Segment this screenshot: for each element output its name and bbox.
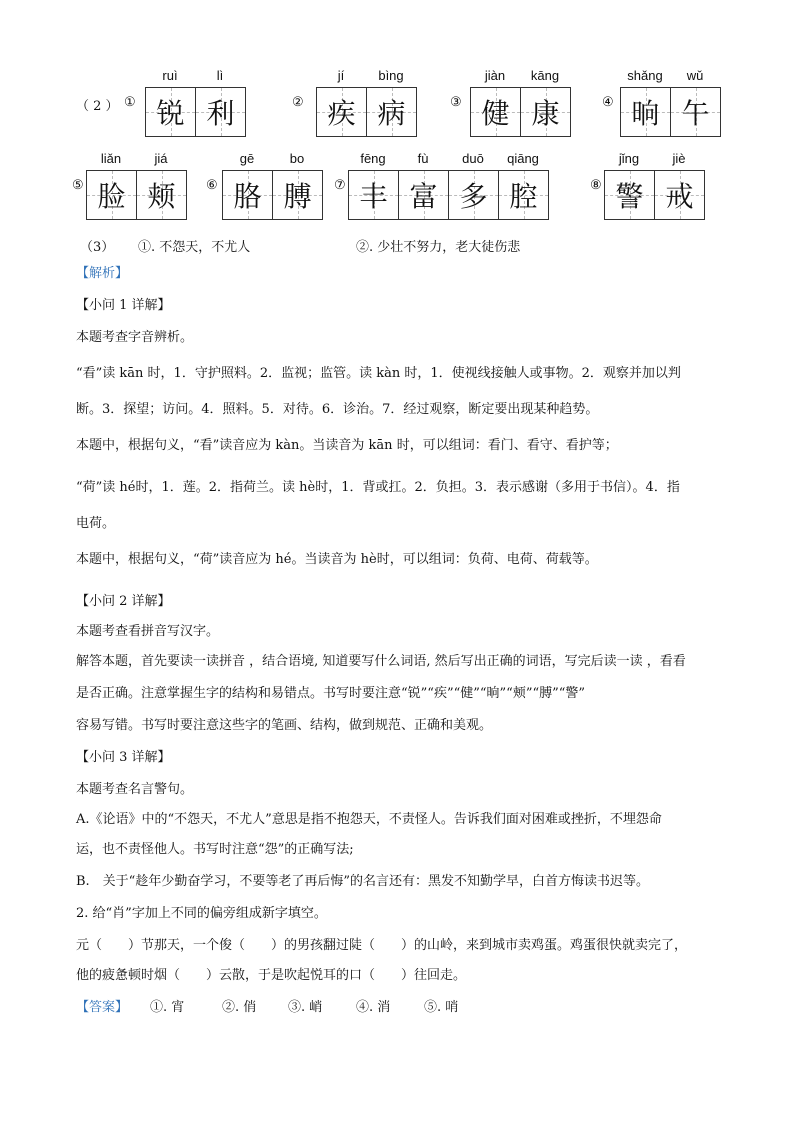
group-number: ⑧ — [590, 178, 602, 193]
jiexi-heading: 【解析】 — [76, 266, 129, 281]
char-cell: 警 — [605, 171, 654, 219]
char-grid — [222, 170, 323, 220]
fill-blank-line: 元（ ）节那天，一个俊（ ）的男孩翻过陡（ ）的山岭，来到城市卖鸡蛋。鸡蛋很快就卖完了， — [76, 938, 688, 953]
char-grid — [620, 87, 721, 137]
char-cell: 多 — [448, 171, 498, 219]
group-number: ⑥ — [206, 178, 218, 193]
q3-label: （3） — [80, 240, 115, 255]
paragraph: 是否正确。注意掌握生字的结构和易错点。书写时要注意“锐”“疾”“健”“晌”“颊”“膊”“警” — [76, 686, 586, 701]
paragraph: 容易写错。书写时要注意这些字的笔画、结构，做到规范、正确和美观。 — [76, 718, 493, 733]
pinyin: liǎn — [100, 151, 122, 166]
group-number: ① — [124, 95, 136, 110]
group-number: ⑤ — [72, 178, 84, 193]
question-title: 2. 给“肖”字加上不同的偏旁组成新字填空。 — [76, 906, 327, 921]
pinyin: lì — [216, 68, 224, 83]
char-grid — [470, 87, 571, 137]
char-cell: 疾 — [317, 88, 366, 136]
paragraph: 电荷。 — [76, 516, 116, 531]
pinyin: bo — [289, 151, 305, 166]
section-title: 【小问 1 详解】 — [76, 298, 171, 313]
paragraph: 运，也不责怪他人。书写时注意“怨”的正确写法; — [76, 842, 354, 857]
char-cell: 利 — [195, 88, 245, 136]
q3-answer-1: ①. 不怨天，不尤人 — [138, 240, 251, 255]
paragraph: B. 关于“趁年少勤奋学习，不要等老了再后悔”的名言还有：黑发不知勤学早，白首方悔读书迟等。 — [76, 874, 649, 889]
char-cell: 脸 — [87, 171, 136, 219]
pinyin: jiá — [154, 151, 168, 166]
group-number: ② — [292, 95, 304, 110]
fill-blank-line: 他的疲惫顿时烟（ ）云散，于是吹起悦耳的口（ ）往回走。 — [76, 968, 467, 983]
section-title: 【小问 2 详解】 — [76, 594, 171, 609]
answer-label: 【答案】 — [76, 1000, 129, 1015]
char-cell: 健 — [471, 88, 520, 136]
pinyin: jiè — [672, 151, 686, 166]
pinyin: gē — [239, 151, 255, 166]
q2-label: （ 2 ） — [76, 99, 119, 114]
char-cell: 富 — [398, 171, 448, 219]
pinyin: ruì — [162, 68, 178, 83]
paragraph: 本题中，根据句义，“看”读音应为 kàn。当读音为 kān 时，可以组词：看门、看守、看护等； — [76, 438, 618, 453]
paragraph: 本题考查名言警句。 — [76, 782, 194, 797]
pinyin: bìng — [378, 68, 404, 83]
pinyin: qiāng — [507, 151, 539, 166]
paragraph: “荷”读 hé时，1．莲。2．指荷兰。读 hè时，1．背或扛。2．负担。3．表示感谢（多用于书信）。4．指 — [76, 480, 680, 495]
pinyin: fēng — [360, 151, 386, 166]
char-grid — [316, 87, 417, 137]
q3-answer-2: ②. 少壮不努力，老大徒伤悲 — [356, 240, 521, 255]
group-number: ⑦ — [334, 178, 346, 193]
paragraph: 本题考查看拼音写汉字。 — [76, 624, 220, 639]
char-cell: 病 — [366, 88, 416, 136]
paragraph: “看”读 kān 时，1．守护照料。2．监视；监管。读 kàn 时，1．使视线接触人或事物。2．观察并加以判 — [76, 366, 681, 381]
char-grid — [604, 170, 705, 220]
pinyin: jǐng — [618, 151, 640, 166]
char-cell: 丰 — [349, 171, 398, 219]
pinyin: wǔ — [686, 68, 704, 83]
char-cell: 锐 — [146, 88, 195, 136]
pinyin: jí — [337, 68, 345, 83]
char-cell: 颊 — [136, 171, 186, 219]
char-grid — [348, 170, 549, 220]
answer-item: ②. 俏 — [222, 1000, 257, 1015]
answer-item: ①. 宵 — [150, 1000, 185, 1015]
answer-item: ⑤. 哨 — [424, 1000, 459, 1015]
pinyin: fù — [417, 151, 429, 166]
paragraph: 本题中，根据句义，“荷”读音应为 hé。当读音为 hè时，可以组词：负荷、电荷、荷载等。 — [76, 552, 598, 567]
char-cell: 腔 — [498, 171, 548, 219]
paragraph: 解答本题，首先要读一读拼音 ，结合语境, 知道要写什么词语, 然后写出正确的词语，写完后读一读 ，看看 — [76, 654, 686, 669]
char-cell: 午 — [670, 88, 720, 136]
char-cell: 胳 — [223, 171, 272, 219]
pinyin: duō — [462, 151, 484, 166]
char-cell: 戒 — [654, 171, 704, 219]
char-cell: 膊 — [272, 171, 322, 219]
pinyin: jiàn — [484, 68, 506, 83]
pinyin: kāng — [530, 68, 560, 83]
answer-item: ④. 消 — [356, 1000, 391, 1015]
paragraph: 断。3．探望；访问。4．照料。5．对待。6．诊治。7．经过观察，断定要出现某种趋势。 — [76, 402, 599, 417]
char-grid — [145, 87, 246, 137]
group-number: ④ — [602, 95, 614, 110]
paragraph: A.《论语》中的“不怨天，不尤人”意思是指不抱怨天，不责怪人。告诉我们面对困难或挫折，不埋怨命 — [76, 812, 662, 827]
char-cell: 康 — [520, 88, 570, 136]
char-grid — [86, 170, 187, 220]
paragraph: 本题考查字音辨析。 — [76, 330, 194, 345]
section-title: 【小问 3 详解】 — [76, 750, 171, 765]
pinyin: shǎng — [627, 68, 663, 83]
char-cell: 晌 — [621, 88, 670, 136]
answer-item: ③. 峭 — [288, 1000, 323, 1015]
group-number: ③ — [450, 95, 462, 110]
